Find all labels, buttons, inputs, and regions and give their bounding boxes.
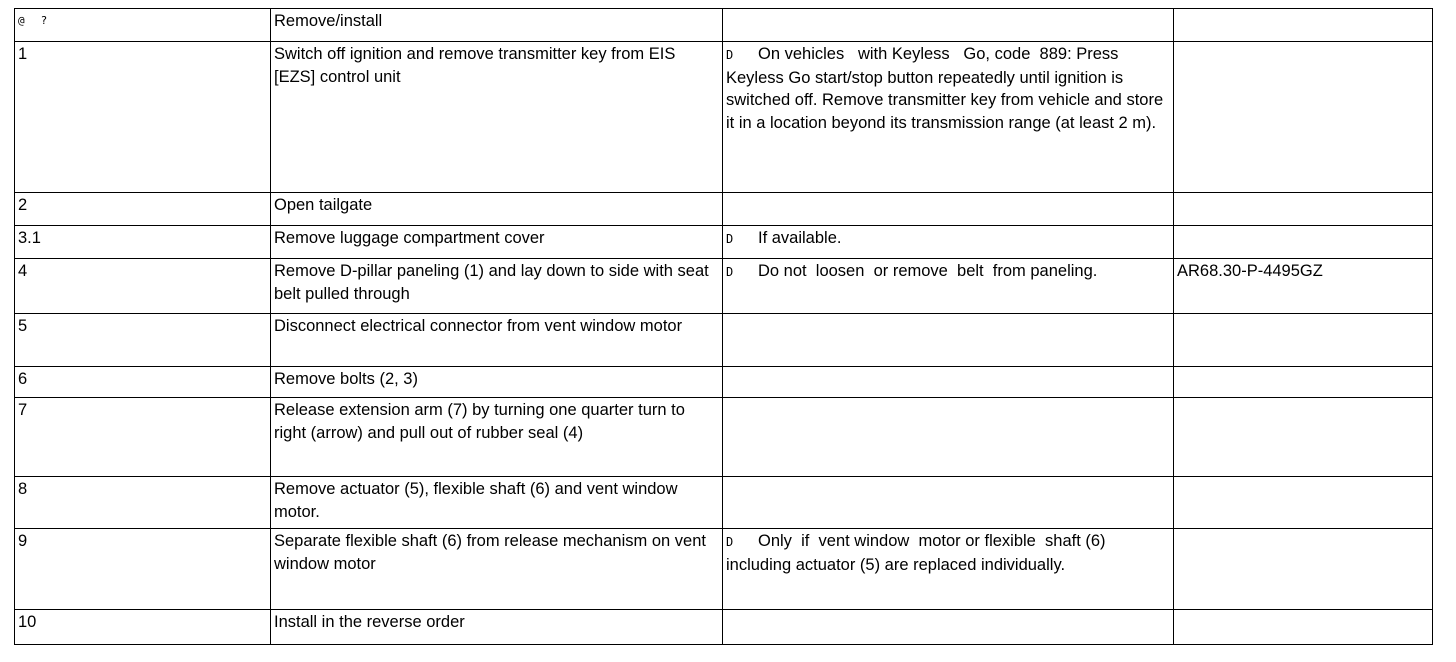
step-note: Do not loosen or remove belt from paneling.: [758, 262, 1098, 280]
step-action: Install in the reverse order: [271, 610, 723, 645]
note-bullet-icon: D: [726, 232, 734, 246]
note-bullet-icon: D: [726, 535, 734, 549]
step-note-cell: [723, 529, 1174, 610]
step-action: Open tailgate: [271, 193, 723, 226]
step-action: Remove bolts (2, 3): [271, 367, 723, 398]
header-symbols: [15, 9, 271, 42]
step-action: Separate flexible shaft (6) from release mechanism on vent window motor: [271, 529, 723, 610]
step-note-cell: [723, 42, 1174, 193]
step-action: Release extension arm (7) by turning one quarter turn to right (arrow) and pull out of rubber seal (4): [271, 398, 723, 477]
step-note-cell: [723, 398, 1174, 477]
step-action: Remove D-pillar paneling (1) and lay down to side with seat belt pulled through: [271, 259, 723, 314]
step-note-cell: [723, 477, 1174, 529]
step-row: [15, 529, 1433, 610]
header-note-cell: [723, 9, 1174, 42]
step-number: 10: [15, 610, 271, 645]
step-number: 9: [15, 529, 271, 610]
step-number: 7: [15, 398, 271, 477]
procedure-table: [14, 8, 1433, 645]
step-note-cell: [723, 259, 1174, 314]
step-reference: [1174, 477, 1433, 529]
step-number: 3.1: [15, 226, 271, 259]
step-row: [15, 314, 1433, 367]
step-reference: [1174, 610, 1433, 645]
step-reference: [1174, 398, 1433, 477]
step-note: Only if vent window motor or flexible shaft (6) including actuator (5) are replaced individually.: [726, 532, 1111, 574]
header-title: Remove/install: [271, 9, 723, 42]
question-symbol: ?: [40, 14, 48, 28]
step-row: [15, 193, 1433, 226]
step-reference: AR68.30-P-4495GZ: [1174, 259, 1433, 314]
step-action: Disconnect electrical connector from vent window motor: [271, 314, 723, 367]
step-number: 8: [15, 477, 271, 529]
at-symbol: @: [18, 14, 25, 28]
step-action: Remove actuator (5), flexible shaft (6) and vent window motor.: [271, 477, 723, 529]
step-number: 5: [15, 314, 271, 367]
step-row: [15, 398, 1433, 477]
step-row: [15, 42, 1433, 193]
step-row: [15, 477, 1433, 529]
step-reference: [1174, 42, 1433, 193]
step-row: [15, 367, 1433, 398]
step-note-cell: [723, 193, 1174, 226]
step-reference: [1174, 193, 1433, 226]
step-action: Switch off ignition and remove transmitter key from EIS [EZS] control unit: [271, 42, 723, 193]
step-note-cell: [723, 367, 1174, 398]
step-note: If available.: [758, 229, 842, 247]
note-bullet-icon: D: [726, 265, 734, 279]
step-row: [15, 610, 1433, 645]
step-number: 4: [15, 259, 271, 314]
step-note-cell: [723, 226, 1174, 259]
note-bullet-icon: D: [726, 48, 734, 62]
step-number: 6: [15, 367, 271, 398]
step-note-cell: [723, 314, 1174, 367]
step-action: Remove luggage compartment cover: [271, 226, 723, 259]
step-reference: [1174, 226, 1433, 259]
header-row: [15, 9, 1433, 42]
step-reference: [1174, 314, 1433, 367]
step-row: [15, 259, 1433, 314]
step-number: 2: [15, 193, 271, 226]
step-note-cell: [723, 610, 1174, 645]
step-reference: [1174, 529, 1433, 610]
step-reference: [1174, 367, 1433, 398]
step-row: [15, 226, 1433, 259]
step-note: On vehicles with Keyless Go, code 889: Press Keyless Go start/stop button repeatedly until ignition is switched off. Remove transmitter key from vehicle and store it in a location beyond its transmission range (at least 2 m).: [726, 45, 1168, 132]
step-number: 1: [15, 42, 271, 193]
header-ref-cell: [1174, 9, 1433, 42]
